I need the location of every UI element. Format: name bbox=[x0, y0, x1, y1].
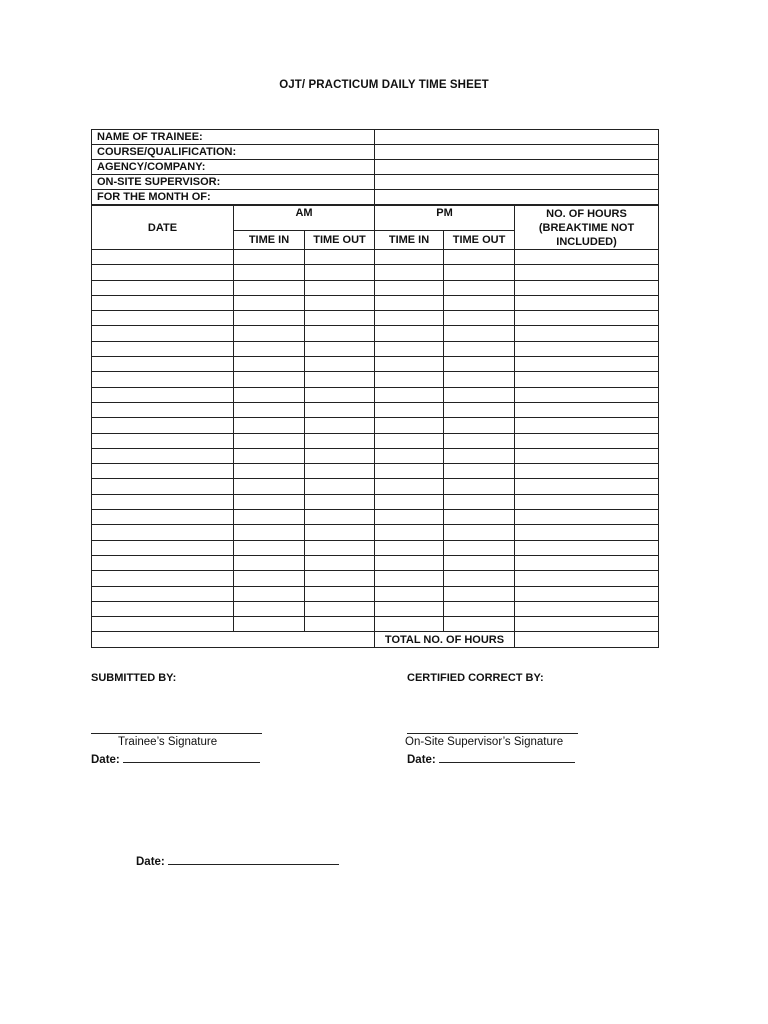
am-time-in-cell[interactable] bbox=[234, 372, 305, 387]
pm-time-out-cell[interactable] bbox=[444, 280, 515, 295]
pm-time-in-cell[interactable] bbox=[375, 617, 444, 632]
date-cell[interactable] bbox=[92, 341, 234, 356]
info-row-agency bbox=[92, 160, 659, 175]
date-cell[interactable] bbox=[92, 280, 234, 295]
hours-cell[interactable] bbox=[515, 479, 659, 494]
am-time-out-cell[interactable] bbox=[305, 571, 375, 586]
date-cell[interactable] bbox=[92, 433, 234, 448]
supervisor-signature-line[interactable] bbox=[407, 733, 578, 734]
info-value-month[interactable] bbox=[375, 190, 659, 205]
hours-cell[interactable] bbox=[515, 280, 659, 295]
table-row bbox=[92, 295, 659, 310]
table-row bbox=[92, 586, 659, 601]
am-time-in-cell[interactable] bbox=[234, 250, 305, 265]
am-time-out-cell[interactable] bbox=[305, 387, 375, 402]
am-time-in-cell[interactable] bbox=[234, 601, 305, 616]
trainee-signature-line[interactable] bbox=[91, 733, 262, 734]
table-row bbox=[92, 540, 659, 555]
am-time-in-cell[interactable] bbox=[234, 555, 305, 570]
am-time-out-cell[interactable] bbox=[305, 295, 375, 310]
info-row-supervisor bbox=[92, 175, 659, 190]
trainee-info-table bbox=[91, 129, 659, 205]
am-time-out-cell[interactable] bbox=[305, 601, 375, 616]
am-time-out-cell[interactable] bbox=[305, 555, 375, 570]
am-time-out-cell[interactable] bbox=[305, 250, 375, 265]
hours-header: NO. OF HOURS (BREAKTIME NOT INCLUDED) bbox=[515, 206, 659, 250]
am-time-out-cell[interactable] bbox=[305, 341, 375, 356]
pm-time-in-cell[interactable] bbox=[375, 295, 444, 310]
hours-cell[interactable] bbox=[515, 295, 659, 310]
pm-time-in-cell[interactable] bbox=[375, 387, 444, 402]
supervisor-date-field[interactable] bbox=[407, 751, 575, 766]
date-cell[interactable] bbox=[92, 525, 234, 540]
table-row bbox=[92, 464, 659, 479]
table-row bbox=[92, 494, 659, 509]
am-time-out-cell[interactable] bbox=[305, 402, 375, 417]
pm-time-in-cell[interactable] bbox=[375, 525, 444, 540]
am-time-in-cell[interactable] bbox=[234, 265, 305, 280]
date-cell[interactable] bbox=[92, 402, 234, 417]
pm-time-out-cell[interactable] bbox=[444, 479, 515, 494]
hours-cell[interactable] bbox=[515, 601, 659, 616]
hours-cell[interactable] bbox=[515, 387, 659, 402]
am-time-in-cell[interactable] bbox=[234, 387, 305, 402]
date-cell[interactable] bbox=[92, 464, 234, 479]
hours-cell[interactable] bbox=[515, 540, 659, 555]
date-cell[interactable] bbox=[92, 555, 234, 570]
am-time-out-cell[interactable] bbox=[305, 326, 375, 341]
date-cell[interactable] bbox=[92, 448, 234, 463]
am-time-in-cell[interactable] bbox=[234, 311, 305, 326]
date-cell[interactable] bbox=[92, 601, 234, 616]
total-blank-cell bbox=[92, 632, 375, 648]
pm-time-in-cell[interactable] bbox=[375, 479, 444, 494]
pm-time-out-cell[interactable] bbox=[444, 555, 515, 570]
pm-time-out-cell[interactable] bbox=[444, 448, 515, 463]
info-label-agency: AGENCY/COMPANY: bbox=[92, 160, 375, 175]
am-time-in-cell[interactable] bbox=[234, 479, 305, 494]
pm-time-in-cell[interactable] bbox=[375, 250, 444, 265]
date-cell[interactable] bbox=[92, 617, 234, 632]
am-time-in-cell[interactable] bbox=[234, 464, 305, 479]
date-cell[interactable] bbox=[92, 265, 234, 280]
table-row bbox=[92, 250, 659, 265]
info-row-name bbox=[92, 130, 659, 145]
am-time-in-cell[interactable] bbox=[234, 433, 305, 448]
table-row bbox=[92, 433, 659, 448]
am-time-in-cell[interactable] bbox=[234, 617, 305, 632]
pm-time-out-cell[interactable] bbox=[444, 326, 515, 341]
trainee-date-label: Date: bbox=[91, 754, 120, 766]
pm-time-out-cell[interactable] bbox=[444, 540, 515, 555]
trainee-date-field[interactable] bbox=[91, 751, 260, 766]
pm-time-in-cell[interactable] bbox=[375, 555, 444, 570]
table-row bbox=[92, 525, 659, 540]
table-row bbox=[92, 265, 659, 280]
am-time-in-header: TIME IN bbox=[234, 231, 305, 250]
hours-cell[interactable] bbox=[515, 372, 659, 387]
hours-cell[interactable] bbox=[515, 448, 659, 463]
pm-time-out-cell[interactable] bbox=[444, 341, 515, 356]
am-time-in-cell[interactable] bbox=[234, 571, 305, 586]
bottom-date-field[interactable] bbox=[136, 853, 339, 868]
table-row bbox=[92, 510, 659, 525]
hours-cell[interactable] bbox=[515, 265, 659, 280]
hours-cell[interactable] bbox=[515, 402, 659, 417]
am-time-out-cell[interactable] bbox=[305, 280, 375, 295]
am-time-out-header: TIME OUT bbox=[305, 231, 375, 250]
hours-cell[interactable] bbox=[515, 571, 659, 586]
table-row bbox=[92, 280, 659, 295]
table-row bbox=[92, 357, 659, 372]
table-row bbox=[92, 341, 659, 356]
pm-time-out-cell[interactable] bbox=[444, 571, 515, 586]
date-cell[interactable] bbox=[92, 571, 234, 586]
hours-cell[interactable] bbox=[515, 250, 659, 265]
hours-cell[interactable] bbox=[515, 418, 659, 433]
info-label-month: FOR THE MONTH OF: bbox=[92, 190, 375, 205]
submitted-by-label: SUBMITTED BY: bbox=[91, 672, 177, 684]
pm-time-out-cell[interactable] bbox=[444, 525, 515, 540]
am-header: AM bbox=[234, 206, 375, 231]
hours-cell[interactable] bbox=[515, 617, 659, 632]
am-time-out-cell[interactable] bbox=[305, 448, 375, 463]
bottom-date-label: Date: bbox=[136, 856, 165, 868]
pm-time-in-cell[interactable] bbox=[375, 311, 444, 326]
date-cell[interactable] bbox=[92, 418, 234, 433]
am-time-in-cell[interactable] bbox=[234, 525, 305, 540]
date-cell[interactable] bbox=[92, 479, 234, 494]
hours-cell[interactable] bbox=[515, 494, 659, 509]
pm-time-out-cell[interactable] bbox=[444, 402, 515, 417]
pm-time-out-cell[interactable] bbox=[444, 387, 515, 402]
pm-header: PM bbox=[375, 206, 515, 231]
pm-time-out-cell[interactable] bbox=[444, 357, 515, 372]
pm-time-out-cell[interactable] bbox=[444, 265, 515, 280]
pm-time-in-cell[interactable] bbox=[375, 341, 444, 356]
table-row bbox=[92, 418, 659, 433]
am-time-out-cell[interactable] bbox=[305, 479, 375, 494]
date-cell[interactable] bbox=[92, 295, 234, 310]
hours-cell[interactable] bbox=[515, 357, 659, 372]
date-cell[interactable] bbox=[92, 311, 234, 326]
am-time-out-cell[interactable] bbox=[305, 357, 375, 372]
hours-cell[interactable] bbox=[515, 525, 659, 540]
table-row bbox=[92, 601, 659, 616]
trainee-date-line[interactable] bbox=[123, 751, 260, 763]
date-cell[interactable] bbox=[92, 586, 234, 601]
table-row bbox=[92, 571, 659, 586]
pm-time-out-cell[interactable] bbox=[444, 433, 515, 448]
pm-time-out-cell[interactable] bbox=[444, 617, 515, 632]
pm-time-out-cell[interactable] bbox=[444, 464, 515, 479]
header-row-top bbox=[92, 206, 659, 231]
am-time-out-cell[interactable] bbox=[305, 510, 375, 525]
am-time-in-cell[interactable] bbox=[234, 540, 305, 555]
supervisor-date-label: Date: bbox=[407, 754, 436, 766]
total-hours-value[interactable] bbox=[515, 632, 659, 648]
pm-time-out-header: TIME OUT bbox=[444, 231, 515, 250]
table-row bbox=[92, 555, 659, 570]
pm-time-out-cell[interactable] bbox=[444, 601, 515, 616]
pm-time-in-cell[interactable] bbox=[375, 357, 444, 372]
pm-time-out-cell[interactable] bbox=[444, 418, 515, 433]
info-label-course: COURSE/QUALIFICATION: bbox=[92, 145, 375, 160]
supervisor-signature-label: On-Site Supervisor’s Signature bbox=[405, 736, 564, 748]
date-cell[interactable] bbox=[92, 510, 234, 525]
pm-time-out-cell[interactable] bbox=[444, 494, 515, 509]
pm-time-in-cell[interactable] bbox=[375, 601, 444, 616]
pm-time-in-cell[interactable] bbox=[375, 402, 444, 417]
page-title: OJT/ PRACTICUM DAILY TIME SHEET bbox=[279, 79, 489, 91]
am-time-in-cell[interactable] bbox=[234, 402, 305, 417]
date-cell[interactable] bbox=[92, 372, 234, 387]
table-row bbox=[92, 402, 659, 417]
hours-cell[interactable] bbox=[515, 341, 659, 356]
am-time-in-cell[interactable] bbox=[234, 295, 305, 310]
info-value-supervisor[interactable] bbox=[375, 175, 659, 190]
pm-time-in-cell[interactable] bbox=[375, 494, 444, 509]
am-time-in-cell[interactable] bbox=[234, 510, 305, 525]
date-cell[interactable] bbox=[92, 540, 234, 555]
bottom-date-line[interactable] bbox=[168, 853, 339, 865]
hours-cell[interactable] bbox=[515, 464, 659, 479]
time-sheet-table bbox=[91, 205, 659, 648]
am-time-out-cell[interactable] bbox=[305, 525, 375, 540]
pm-time-in-cell[interactable] bbox=[375, 265, 444, 280]
pm-time-in-cell[interactable] bbox=[375, 510, 444, 525]
table-row bbox=[92, 448, 659, 463]
am-time-out-cell[interactable] bbox=[305, 540, 375, 555]
certified-by-label: CERTIFIED CORRECT BY: bbox=[407, 672, 544, 684]
am-time-out-cell[interactable] bbox=[305, 433, 375, 448]
pm-time-in-cell[interactable] bbox=[375, 326, 444, 341]
table-row bbox=[92, 372, 659, 387]
am-time-out-cell[interactable] bbox=[305, 494, 375, 509]
date-cell[interactable] bbox=[92, 387, 234, 402]
am-time-out-cell[interactable] bbox=[305, 372, 375, 387]
hours-cell[interactable] bbox=[515, 311, 659, 326]
date-cell[interactable] bbox=[92, 494, 234, 509]
am-time-out-cell[interactable] bbox=[305, 418, 375, 433]
pm-time-in-cell[interactable] bbox=[375, 433, 444, 448]
pm-time-in-cell[interactable] bbox=[375, 448, 444, 463]
am-time-out-cell[interactable] bbox=[305, 311, 375, 326]
hours-cell[interactable] bbox=[515, 510, 659, 525]
total-hours-label: TOTAL NO. OF HOURS bbox=[375, 632, 515, 648]
hours-cell[interactable] bbox=[515, 326, 659, 341]
date-cell[interactable] bbox=[92, 250, 234, 265]
pm-time-in-cell[interactable] bbox=[375, 280, 444, 295]
pm-time-out-cell[interactable] bbox=[444, 586, 515, 601]
table-row bbox=[92, 326, 659, 341]
pm-time-out-cell[interactable] bbox=[444, 311, 515, 326]
pm-time-out-cell[interactable] bbox=[444, 250, 515, 265]
total-row bbox=[92, 632, 659, 648]
am-time-in-cell[interactable] bbox=[234, 448, 305, 463]
pm-time-out-cell[interactable] bbox=[444, 295, 515, 310]
am-time-in-cell[interactable] bbox=[234, 418, 305, 433]
hours-cell[interactable] bbox=[515, 433, 659, 448]
pm-time-in-header: TIME IN bbox=[375, 231, 444, 250]
am-time-in-cell[interactable] bbox=[234, 280, 305, 295]
am-time-in-cell[interactable] bbox=[234, 341, 305, 356]
table-row bbox=[92, 387, 659, 402]
pm-time-out-cell[interactable] bbox=[444, 372, 515, 387]
am-time-in-cell[interactable] bbox=[234, 494, 305, 509]
info-value-name[interactable] bbox=[375, 130, 659, 145]
date-header: DATE bbox=[92, 206, 234, 250]
am-time-out-cell[interactable] bbox=[305, 464, 375, 479]
pm-time-out-cell[interactable] bbox=[444, 510, 515, 525]
info-label-name: NAME OF TRAINEE: bbox=[92, 130, 375, 145]
info-value-agency[interactable] bbox=[375, 160, 659, 175]
pm-time-in-cell[interactable] bbox=[375, 464, 444, 479]
pm-time-in-cell[interactable] bbox=[375, 418, 444, 433]
info-label-supervisor: ON-SITE SUPERVISOR: bbox=[92, 175, 375, 190]
hours-cell[interactable] bbox=[515, 555, 659, 570]
info-value-course[interactable] bbox=[375, 145, 659, 160]
pm-time-in-cell[interactable] bbox=[375, 586, 444, 601]
date-cell[interactable] bbox=[92, 326, 234, 341]
table-row bbox=[92, 479, 659, 494]
am-time-in-cell[interactable] bbox=[234, 357, 305, 372]
hours-cell[interactable] bbox=[515, 586, 659, 601]
am-time-out-cell[interactable] bbox=[305, 265, 375, 280]
info-row-course bbox=[92, 145, 659, 160]
trainee-signature-label: Trainee’s Signature bbox=[118, 736, 218, 748]
pm-time-in-cell[interactable] bbox=[375, 571, 444, 586]
am-time-out-cell[interactable] bbox=[305, 617, 375, 632]
date-cell[interactable] bbox=[92, 357, 234, 372]
pm-time-in-cell[interactable] bbox=[375, 540, 444, 555]
am-time-in-cell[interactable] bbox=[234, 326, 305, 341]
supervisor-date-line[interactable] bbox=[439, 751, 575, 763]
table-row bbox=[92, 617, 659, 632]
info-row-month bbox=[92, 190, 659, 205]
am-time-out-cell[interactable] bbox=[305, 586, 375, 601]
table-row bbox=[92, 311, 659, 326]
pm-time-in-cell[interactable] bbox=[375, 372, 444, 387]
am-time-in-cell[interactable] bbox=[234, 586, 305, 601]
